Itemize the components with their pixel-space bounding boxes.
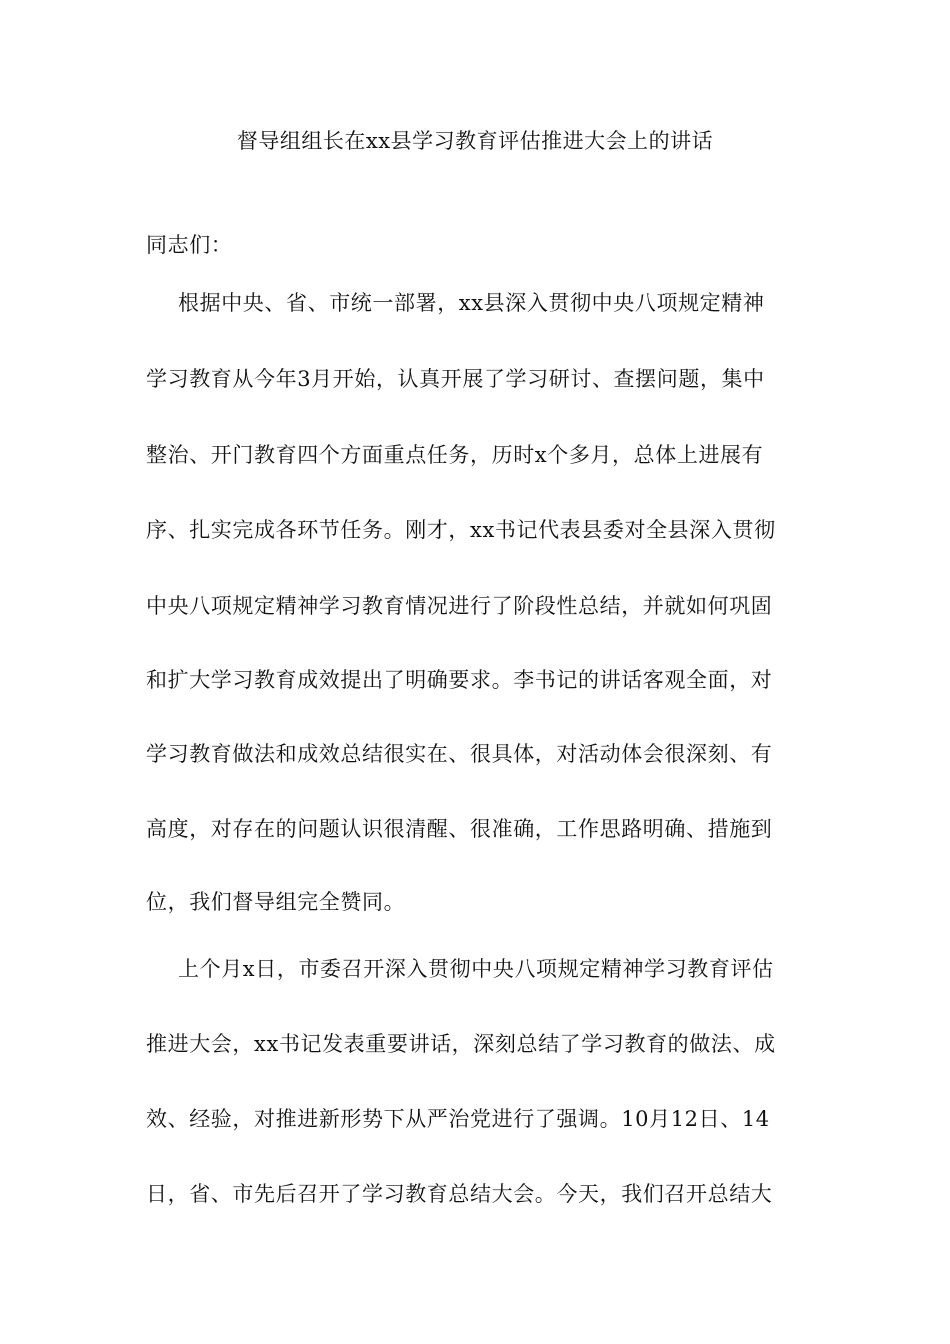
paragraph-line: 和扩大学习教育成效提出了明确要求。李书记的讲话客观全面，对 bbox=[146, 668, 773, 692]
paragraph-line: 学习教育做法和成效总结很实在、很具体，对活动体会很深刻、有 bbox=[146, 742, 773, 766]
paragraph-line: 高度，对存在的问题认识很清醒、很准确，工作思路明确、措施到 bbox=[146, 817, 773, 841]
paragraph-line: 日，省、市先后召开了学习教育总结大会。今天，我们召开总结大 bbox=[146, 1182, 773, 1206]
paragraph-line: 学习教育从今年3月开始，认真开展了学习研讨、查摆问题，集中 bbox=[146, 367, 765, 391]
document-title: 督导组组长在xx县学习教育评估推进大会上的讲话 bbox=[236, 129, 714, 153]
paragraph-line: 上个月x日，市委召开深入贯彻中央八项规定精神学习教育评估 bbox=[178, 957, 774, 981]
paragraph-line: 序、扎实完成各环节任务。刚才，xx书记代表县委对全县深入贯彻 bbox=[146, 518, 776, 542]
paragraph-line: 位，我们督导组完全赞同。 bbox=[146, 890, 406, 914]
paragraph-line: 中央八项规定精神学习教育情况进行了阶段性总结，并就如何巩固 bbox=[146, 594, 773, 618]
paragraph-line: 推进大会，xx书记发表重要讲话，深刻总结了学习教育的做法、成 bbox=[146, 1032, 776, 1056]
paragraph-line: 效、经验，对推进新形势下从严治党进行了强调。10月12日、14 bbox=[146, 1107, 770, 1131]
paragraph-line: 根据中央、省、市统一部署，xx县深入贯彻中央八项规定精神 bbox=[178, 291, 765, 315]
paragraph-line: 整治、开门教育四个方面重点任务，历时x个多月，总体上进展有 bbox=[146, 443, 764, 467]
salutation: 同志们： bbox=[146, 233, 233, 257]
